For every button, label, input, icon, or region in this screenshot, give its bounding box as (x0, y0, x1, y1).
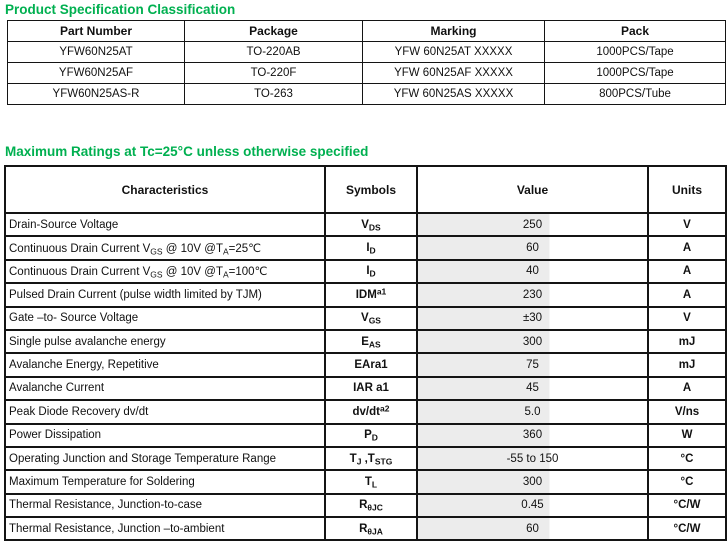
ratings-row (5, 400, 726, 423)
unit-cell: V (648, 213, 726, 236)
ratings-row (5, 330, 726, 353)
ratings-row (5, 470, 726, 493)
symbol-cell: $T_J$ $,T_{STG}$ (325, 447, 417, 470)
spec-header-pack: Pack (545, 21, 726, 42)
value-cell: 250 (417, 213, 648, 236)
value-cell: 40 (417, 260, 648, 283)
symbol-cell: $I_D$ (325, 236, 417, 259)
value-cell: 60 (417, 517, 648, 540)
ratings-header-units: Units (648, 166, 726, 213)
value-cell: 60 (417, 236, 648, 259)
value-cell: 300 (417, 330, 648, 353)
section1-title: Product Specification Classification (5, 2, 236, 17)
value-cell: 5.0 (417, 400, 648, 423)
unit-cell: V (648, 307, 726, 330)
spec-header-part-number: Part Number (8, 21, 185, 42)
characteristic-cell: Drain-Source Voltage (5, 213, 325, 236)
package-cell: TO-220F (185, 63, 363, 84)
symbol-cell: $dv/dt^{a2}$ (325, 400, 417, 423)
ratings-row (5, 307, 726, 330)
ratings-row (5, 236, 726, 259)
value-cell: -55 to 150 (417, 447, 648, 470)
unit-cell: V/ns (648, 400, 726, 423)
spec-header-marking: Marking (363, 21, 545, 42)
part-number-cell: YFW60N25AS-R (8, 84, 185, 105)
part-number-cell: YFW60N25AT (8, 42, 185, 63)
unit-cell: °C/W (648, 517, 726, 540)
symbol-cell: $R_{\theta JA}$ (325, 517, 417, 540)
unit-cell: °C (648, 470, 726, 493)
characteristic-cell: Single pulse avalanche energy (5, 330, 325, 353)
symbol-cell: $V_{GS}$ (325, 307, 417, 330)
symbol-cell: $IDM^{a1}$ (325, 283, 417, 306)
ratings-row (5, 353, 726, 376)
ratings-row (5, 494, 726, 517)
spec-header-package: Package (185, 21, 363, 42)
ratings-row (5, 424, 726, 447)
section2-title: Maximum Ratings at Tc=25°C unless otherwise specified (5, 144, 369, 159)
characteristic-cell: Peak Diode Recovery dv/dt (5, 400, 325, 423)
ratings-header-value: Value (417, 166, 648, 213)
symbol-cell: $V_{DS}$ (325, 213, 417, 236)
spec-header-row (8, 21, 726, 42)
pack-cell: 1000PCS/Tape (545, 42, 726, 63)
marking-cell: YFW 60N25AF XXXXX (363, 63, 545, 84)
pack-cell: 1000PCS/Tape (545, 63, 726, 84)
symbol-cell: $P_D$ (325, 424, 417, 447)
characteristic-cell: Avalanche Energy, Repetitive (5, 353, 325, 376)
package-cell: TO-263 (185, 84, 363, 105)
unit-cell: A (648, 283, 726, 306)
value-cell: 75 (417, 353, 648, 376)
package-cell: TO-220AB (185, 42, 363, 63)
characteristic-cell: Gate –to- Source Voltage (5, 307, 325, 330)
marking-cell: YFW 60N25AS XXXXX (363, 84, 545, 105)
unit-cell: °C (648, 447, 726, 470)
unit-cell: A (648, 377, 726, 400)
symbol-cell: IAR a1 (325, 377, 417, 400)
value-cell: 45 (417, 377, 648, 400)
symbol-cell: EAra1 (325, 353, 417, 376)
max-ratings-table (4, 165, 727, 541)
spec-row (8, 63, 726, 84)
unit-cell: °C/W (648, 494, 726, 517)
ratings-row (5, 213, 726, 236)
value-cell: 0.45 (417, 494, 648, 517)
characteristic-cell: Thermal Resistance, Junction –to-ambient (5, 517, 325, 540)
unit-cell: mJ (648, 330, 726, 353)
characteristic-cell: Thermal Resistance, Junction-to-case (5, 494, 325, 517)
value-cell: 300 (417, 470, 648, 493)
spec-row (8, 84, 726, 105)
ratings-header-characteristics: Characteristics (5, 166, 325, 213)
product-spec-table (7, 20, 726, 105)
characteristic-cell: Pulsed Drain Current (pulse width limited by TJM) (5, 283, 325, 306)
symbol-cell: $R_{\theta JC}$ (325, 494, 417, 517)
unit-cell: mJ (648, 353, 726, 376)
symbol-cell: $I_D$ (325, 260, 417, 283)
ratings-row (5, 447, 726, 470)
symbol-cell: $E_{AS}$ (325, 330, 417, 353)
unit-cell: A (648, 236, 726, 259)
characteristic-cell: Avalanche Current (5, 377, 325, 400)
characteristic-cell: Power Dissipation (5, 424, 325, 447)
marking-cell: YFW 60N25AT XXXXX (363, 42, 545, 63)
characteristic-cell: Continuous Drain Current $V_{GS}$ @ 10V $@T_A=25℃$ (5, 236, 325, 259)
symbol-cell: $T_L$ (325, 470, 417, 493)
ratings-row (5, 283, 726, 306)
ratings-header-symbols: Symbols (325, 166, 417, 213)
characteristic-cell: Maximum Temperature for Soldering (5, 470, 325, 493)
characteristic-cell: Operating Junction and Storage Temperature Range (5, 447, 325, 470)
ratings-row (5, 377, 726, 400)
ratings-row (5, 517, 726, 540)
pack-cell: 800PCS/Tube (545, 84, 726, 105)
value-cell: ±30 (417, 307, 648, 330)
unit-cell: W (648, 424, 726, 447)
ratings-row (5, 260, 726, 283)
part-number-cell: YFW60N25AF (8, 63, 185, 84)
unit-cell: A (648, 260, 726, 283)
characteristic-cell: Continuous Drain Current $V_{GS}$ @ 10V $@T_A=100℃$ (5, 260, 325, 283)
value-cell: 230 (417, 283, 648, 306)
value-cell: 360 (417, 424, 648, 447)
ratings-header-row (5, 166, 726, 213)
spec-row (8, 42, 726, 63)
